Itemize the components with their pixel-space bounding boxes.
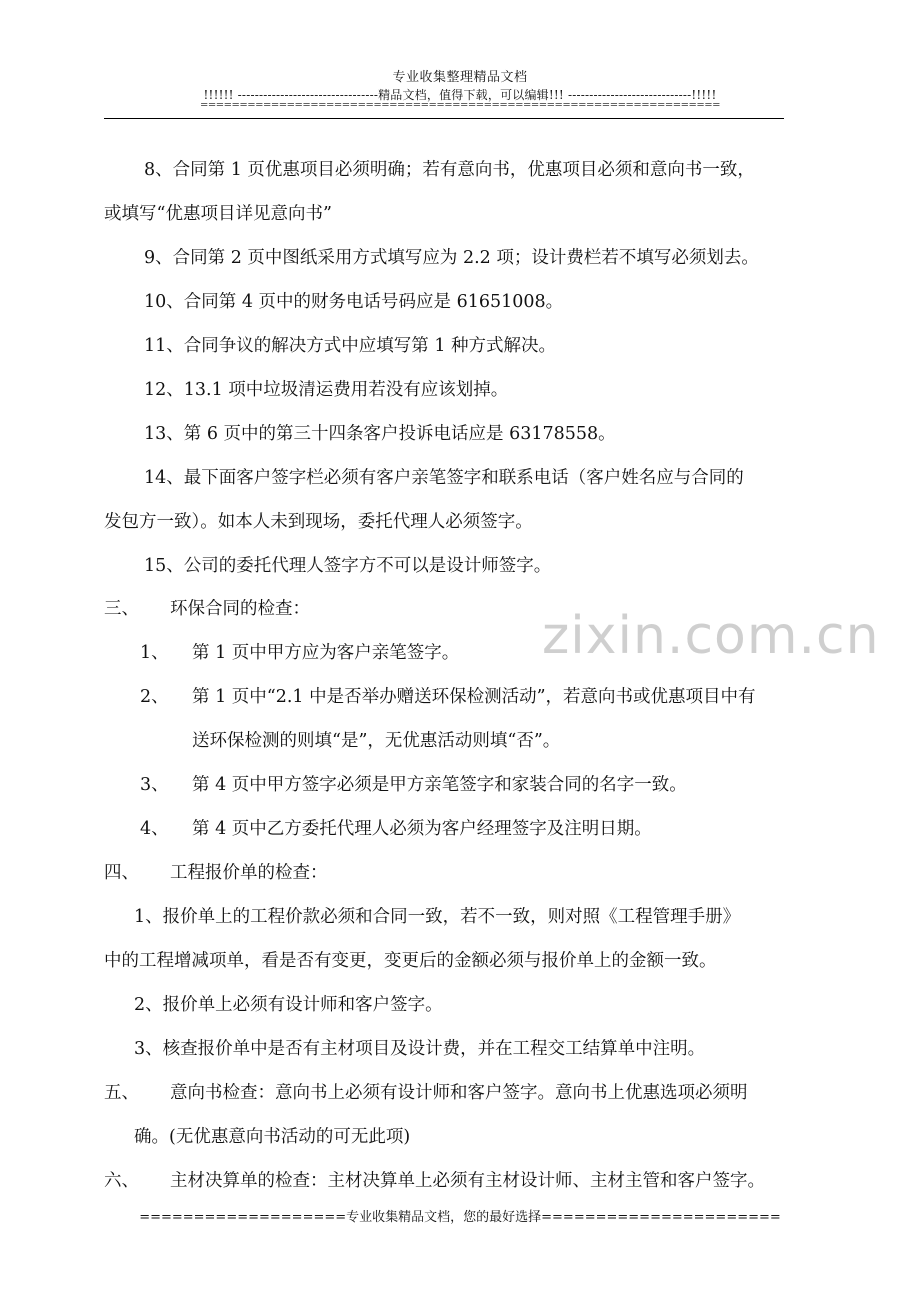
- header-rule: [104, 118, 784, 119]
- item-8: 8、合同第 1 页优惠项目必须明确；若有意向书，优惠项目必须和意向书一致，: [144, 160, 755, 180]
- s3-item4-text: 第 4 页中乙方委托代理人必须为客户经理签字及注明日期。: [192, 819, 652, 839]
- section4-title: 工程报价单的检查：: [170, 863, 328, 883]
- section5-cont: 确。(无优惠意向书活动的可无此项): [134, 1127, 411, 1147]
- item-10: 10、合同第 4 页中的财务电话号码应是 61651008。: [144, 292, 564, 312]
- s4-item1: 1、报价单上的工程价款必须和合同一致，若不一致，则对照《工程管理手册》: [134, 907, 741, 927]
- item-14: 14、最下面客户签字栏必须有客户亲笔签字和联系电话（客户姓名应与合同的: [144, 468, 744, 488]
- item-8-cont: 或填写“优惠项目详见意向书”: [104, 204, 332, 224]
- section4-number: 四、: [104, 863, 139, 883]
- section3-number: 三、: [104, 599, 139, 619]
- footer: ===================专业收集精品文档，您的最好选择======================: [139, 1210, 781, 1225]
- item-14-cont: 发包方一致）。如本人未到现场，委托代理人必须签字。: [104, 512, 533, 532]
- item-11: 11、合同争议的解决方式中应填写第 1 种方式解决。: [144, 336, 557, 356]
- s4-item3: 3、核查报价单中是否有主材项目及设计费，并在工程交工结算单中注明。: [134, 1039, 706, 1059]
- item-15: 15、公司的委托代理人签字方不可以是设计师签字。: [144, 556, 552, 576]
- watermark: zixin.com.cn: [542, 606, 880, 666]
- s4-item1-cont: 中的工程增减项单，看是否有变更，变更后的金额必须与报价单上的金额一致。: [104, 951, 717, 971]
- s3-item2-number: 2、: [140, 687, 169, 707]
- section5-text: 意向书检查：意向书上必须有设计师和客户签字。意向书上优惠选项必须明: [170, 1083, 748, 1103]
- item-9: 9、合同第 2 页中图纸采用方式填写应为 2.2 项；设计费栏若不填写必须划去。: [144, 248, 759, 268]
- header-title: 专业收集整理精品文档: [392, 70, 528, 85]
- s4-item2: 2、报价单上必须有设计师和客户签字。: [134, 995, 443, 1015]
- header-separator: ==================================================================: [199, 100, 720, 111]
- s3-item3-text: 第 4 页中甲方签字必须是甲方亲笔签字和家装合同的名字一致。: [192, 775, 687, 795]
- item-12: 12、13.1 项中垃圾清运费用若没有应该划掉。: [144, 380, 509, 400]
- s3-item4-number: 4、: [140, 819, 169, 839]
- s3-item3-number: 3、: [140, 775, 169, 795]
- s3-item2-text: 第 1 页中“2.1 中是否举办赠送环保检测活动”，若意向书或优惠项目中有: [192, 687, 756, 707]
- header-subtitle: !!!!!! ---------------------------------精品文档，值得下载，可以编辑!!! -----------------------------!!!!!: [203, 88, 717, 102]
- s3-item1-number: 1、: [140, 643, 169, 663]
- s3-item2-cont: 送环保检测的则填“是”，无优惠活动则填“否”。: [192, 731, 561, 751]
- section3-title: 环保合同的检查：: [170, 599, 310, 619]
- section6-number: 六、: [104, 1171, 139, 1191]
- section6-text: 主材决算单的检查：主材决算单上必须有主材设计师、主材主管和客户签字。: [170, 1171, 765, 1191]
- item-13: 13、第 6 页中的第三十四条客户投诉电话应是 63178558。: [144, 424, 616, 444]
- s3-item1-text: 第 1 页中甲方应为客户亲笔签字。: [192, 643, 460, 663]
- section5-number: 五、: [104, 1083, 139, 1103]
